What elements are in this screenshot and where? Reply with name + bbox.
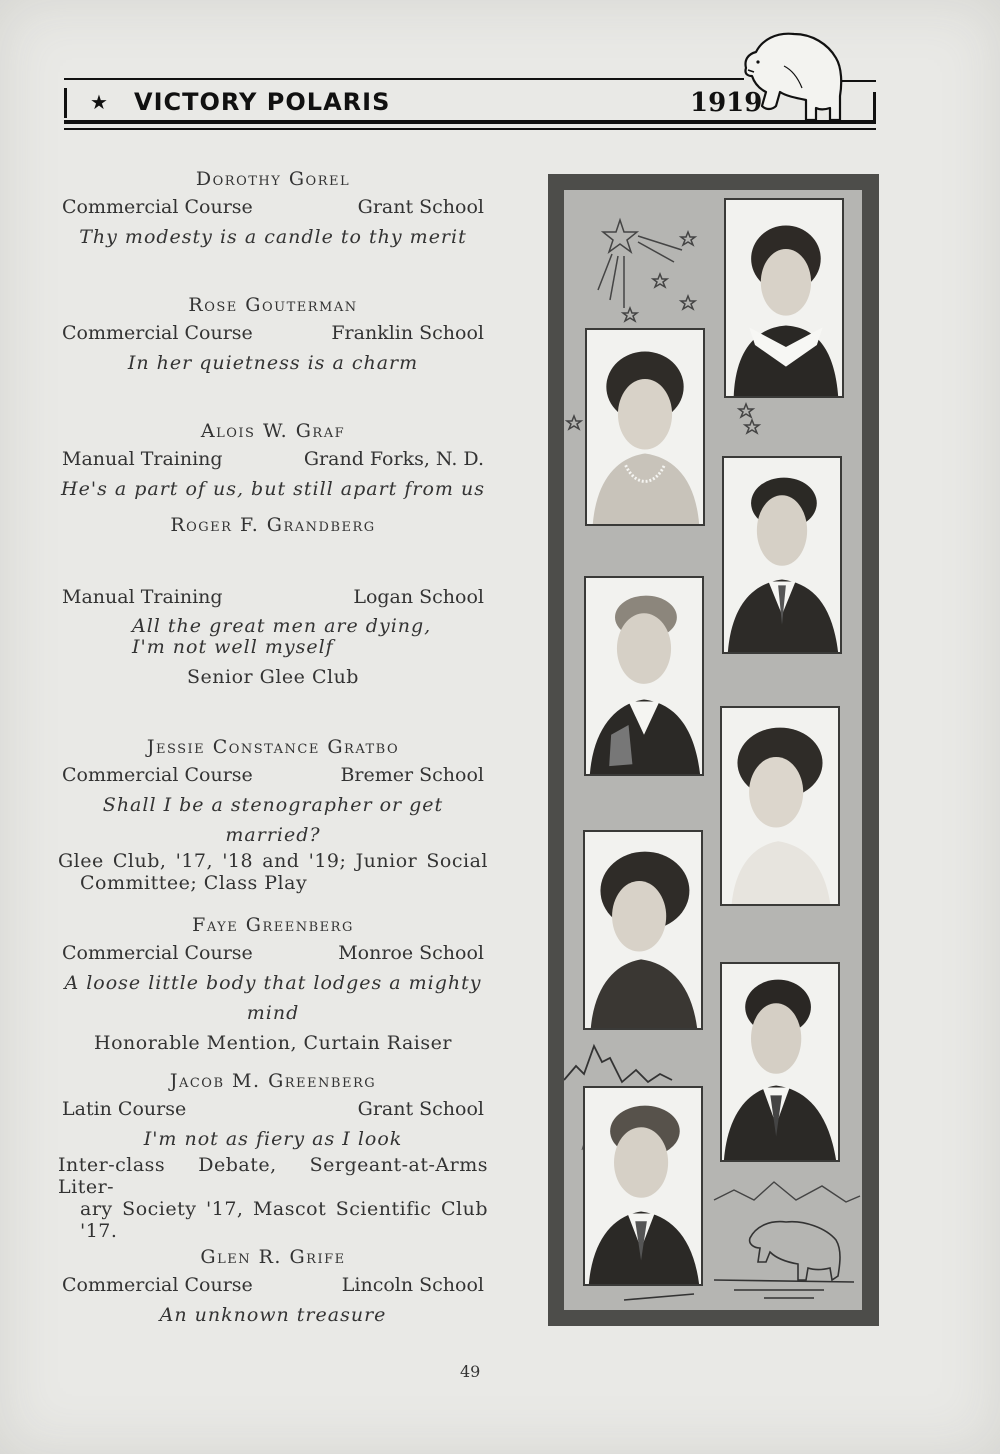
student-motto: A loose little body that lodges a mighty mind	[64, 972, 482, 1024]
student-motto: Thy modesty is a candle to thy merit	[79, 226, 467, 248]
student-entry	[58, 1068, 488, 1242]
course-line	[58, 938, 488, 968]
activities-line: Glee Club, '17, '18 and '19; Junior Social	[58, 850, 488, 872]
yearbook-title: VICTORY POLARIS	[134, 88, 391, 116]
course-line	[58, 760, 488, 790]
header-rule	[873, 92, 876, 120]
student-name: Alois W. Graf	[200, 420, 346, 442]
student-name: Dorothy Gorel	[195, 168, 351, 190]
student-course: Manual Training	[62, 448, 223, 470]
student-school: Grand Forks, N. D.	[303, 448, 484, 470]
student-course: Latin Course	[62, 1098, 187, 1120]
student-activities	[58, 850, 488, 894]
student-name: Rose Gouterman	[188, 294, 358, 316]
student-motto	[58, 616, 488, 658]
course-line	[58, 1094, 488, 1124]
course-line	[58, 1270, 488, 1300]
student-entry	[58, 512, 488, 692]
student-entry	[58, 1244, 488, 1330]
student-school: Lincoln School	[341, 1274, 484, 1296]
student-name: Glen R. Grife	[200, 1246, 346, 1268]
student-activities: Honorable Mention, Curtain Raiser	[94, 1032, 452, 1054]
student-entry	[58, 734, 488, 894]
student-course: Manual Training	[62, 586, 223, 608]
yearbook-year: 1919	[690, 88, 763, 118]
student-portrait	[584, 576, 704, 776]
student-course: Commercial Course	[62, 1274, 253, 1296]
student-motto: I'm not as fiery as I look	[143, 1128, 403, 1150]
student-school: Logan School	[353, 586, 484, 608]
student-entry	[58, 292, 488, 378]
student-school: Grant School	[357, 196, 484, 218]
student-entry	[58, 912, 488, 1058]
student-portrait	[720, 962, 840, 1162]
student-name: Jacob M. Greenberg	[169, 1070, 377, 1092]
student-portrait	[724, 198, 844, 398]
student-school: Bremer School	[340, 764, 484, 786]
course-line	[58, 582, 488, 612]
header-rule	[64, 128, 876, 130]
student-activities	[58, 1154, 488, 1242]
student-portrait	[585, 328, 705, 526]
student-activities: Senior Glee Club	[187, 666, 359, 688]
student-portrait	[722, 456, 842, 654]
course-line	[58, 192, 488, 222]
activities-line: Committee; Class Play	[80, 872, 308, 894]
mountains-decoration	[564, 1046, 672, 1082]
student-entry	[58, 166, 488, 252]
student-motto: In her quietness is a charm	[127, 352, 419, 374]
student-name: Faye Greenberg	[192, 914, 354, 936]
student-course: Commercial Course	[62, 196, 253, 218]
student-school: Franklin School	[331, 322, 484, 344]
student-course: Commercial Course	[62, 322, 253, 344]
student-course: Commercial Course	[62, 942, 253, 964]
student-school: Grant School	[357, 1098, 484, 1120]
motto-line: All the great men are dying,	[132, 615, 432, 637]
activities-line: ary Society '17, Mascot Scientific Club '17.	[80, 1198, 488, 1242]
student-portrait	[583, 830, 703, 1030]
student-name: Roger F. Grandberg	[170, 514, 376, 536]
star-icon: ★	[90, 90, 108, 114]
student-motto: He's a part of us, but still apart from us	[61, 478, 485, 500]
student-motto: Shall I be a stenographer or get married?	[102, 794, 444, 846]
course-line	[58, 444, 488, 474]
student-portrait	[720, 706, 840, 906]
student-entry	[58, 418, 488, 504]
course-line	[58, 318, 488, 348]
student-portrait	[583, 1086, 703, 1286]
polar-bear-icon	[736, 26, 848, 126]
student-school: Monroe School	[338, 942, 484, 964]
activities-line: Inter-class Debate, Sergeant-at-Arms Liter-	[58, 1154, 488, 1198]
header-rule	[64, 88, 67, 118]
page-number: 49	[460, 1362, 481, 1381]
student-course: Commercial Course	[62, 764, 253, 786]
motto-line: I'm not well myself	[132, 636, 334, 658]
student-name: Jessie Constance Gratbo	[146, 736, 400, 758]
header-rule	[64, 78, 744, 80]
student-motto: An unknown treasure	[159, 1304, 387, 1326]
